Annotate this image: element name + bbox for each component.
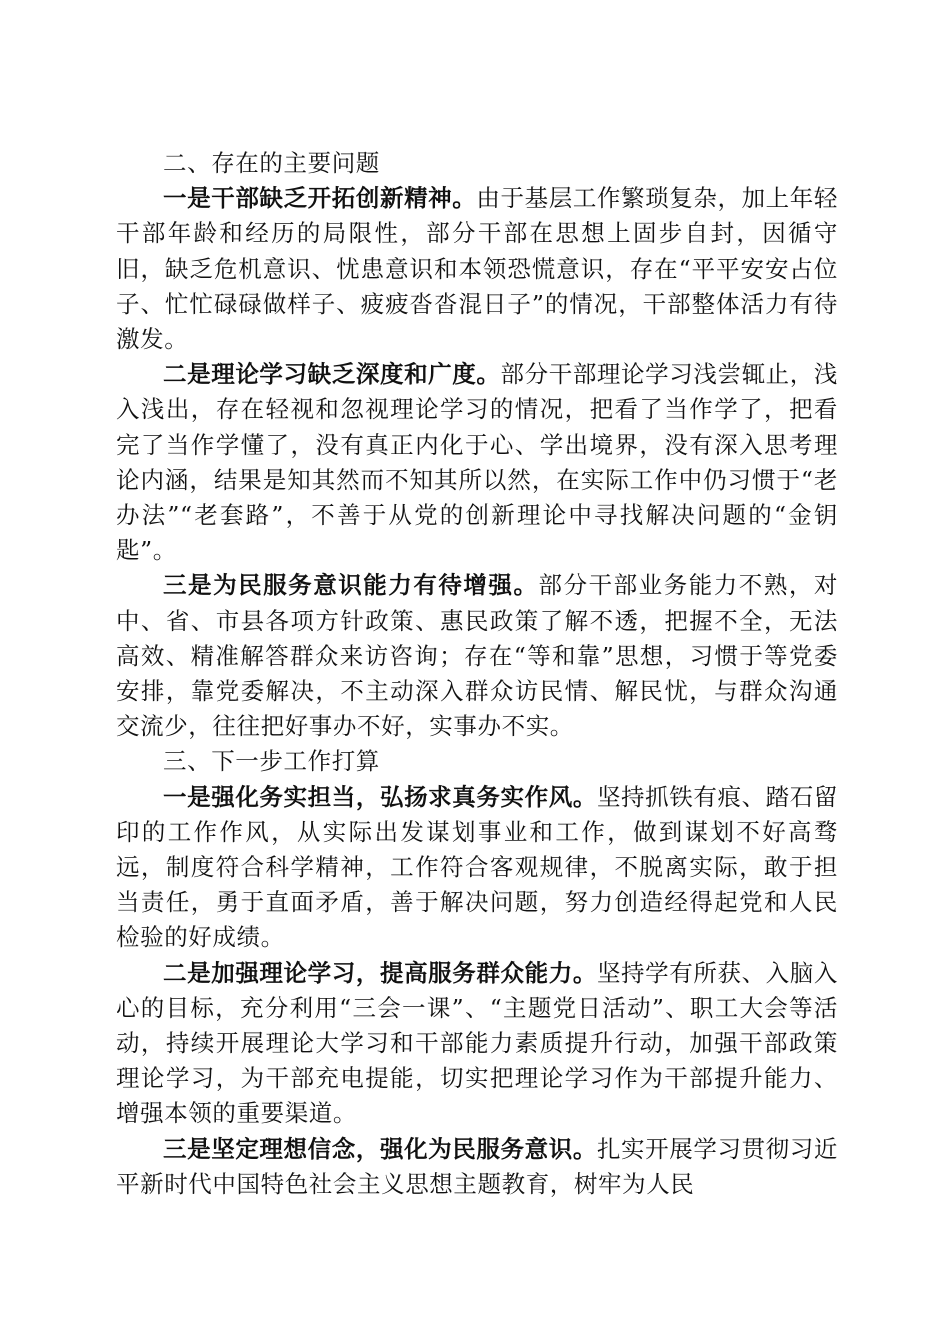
paragraph-lead: 一是干部缺乏开拓创新精神。 (163, 184, 477, 213)
paragraph-plan-2 (116, 956, 838, 1132)
paragraph-plan-3 (116, 1132, 838, 1202)
paragraph-problem-2 (116, 357, 838, 568)
paragraph-lead: 一是强化务实担当，弘扬求真务实作风。 (163, 782, 597, 811)
section-heading-problems: 二、存在的主要问题 (163, 149, 380, 177)
paragraph-lead: 二是理论学习缺乏深度和广度。 (163, 360, 501, 389)
paragraph-problem-3 (116, 568, 838, 744)
paragraph-plan-1 (116, 780, 838, 956)
paragraph-text: 坚持学有所获、入脑入心的目标，充分利用“三会一课”、“主题党日活动”、职工大会等活动，持续开展理论大学习和干部能力素质提升行动，加强干部政策理论学习，为干部充电提能，切实把理论学习作为干部提升能力、增强本领的重要渠道。 (116, 958, 838, 1128)
paragraph-text: 坚持抓铁有痕、踏石留印的工作作风，从实际出发谋划事业和工作，做到谋划不好高骛远，制度符合科学精神，工作符合客观规律，不脱离实际，敢于担当责任，勇于直面矛盾，善于解决问题，努力创造经得起党和人民检验的好成绩。 (116, 782, 838, 952)
paragraph-lead: 三是坚定理想信念，强化为民服务意识。 (163, 1134, 597, 1163)
paragraph-text: 部分干部业务能力不熟，对中、省、市县各项方针政策、惠民政策了解不透，把握不全，无法高效、精准解答群众来访咨询；存在“等和靠”思想，习惯于等党委安排，靠党委解决，不主动深入群众访民情、解民忧，与群众沟通交流少，往往把好事办不好，实事办不实。 (116, 571, 839, 741)
paragraph-lead: 三是为民服务意识能力有待增强。 (163, 571, 539, 600)
document-body (116, 146, 838, 1202)
paragraph-text: 部分干部理论学习浅尝辄止，浅入浅出，存在轻视和忽视理论学习的情况，把看了当作学了，把看完了当作学懂了，没有真正内化于心、学出境界，没有深入思考理论内涵，结果是知其然而不知其所以然，在实际工作中仍习惯于“老办法”“老套路”，不善于从党的创新理论中寻找解决问题的“金钥匙”。 (116, 360, 838, 565)
paragraph-problem-1 (116, 181, 838, 357)
section-heading-next-steps: 三、下一步工作打算 (163, 747, 380, 776)
paragraph-text: 扎实开展学习贯彻习近平新时代中国特色社会主义思想主题教育，树牢为人民 (116, 1134, 838, 1198)
paragraph-text: 由于基层工作繁琐复杂，加上年轻干部年龄和经历的局限性，部分干部在思想上固步自封，因循守旧，缺乏危机意识、忧患意识和本领恐慌意识，存在“平平安安占位子、忙忙碌碌做样子、疲疲沓沓混日子”的情况，干部整体活力有待激发。 (116, 184, 838, 354)
paragraph-lead: 二是加强理论学习，提高服务群众能力。 (163, 958, 597, 987)
